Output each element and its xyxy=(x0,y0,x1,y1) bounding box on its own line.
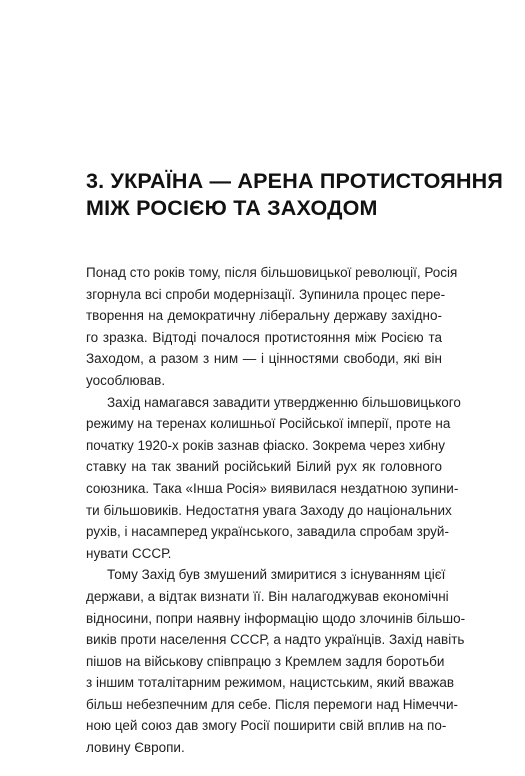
text-line: ти більшовиків. Недостатня увага Заходу до національних xyxy=(86,502,452,518)
text-line: згорнула всі спроби модернізації. Зупинила процес пере- xyxy=(86,286,446,302)
chapter-title-line: МІЖ РОСІЄЮ ТА ЗАХОДОМ xyxy=(86,196,378,220)
chapter-title-line: 3. УКРАЇНА — АРЕНА ПРОТИСТОЯННЯ xyxy=(86,169,504,193)
text-line: Понад сто років тому, після більшовицької революції, Росія xyxy=(86,265,458,280)
chapter-title xyxy=(86,168,504,222)
text-line: відносини, попри наявну інформацію щодо злочинів більшо- xyxy=(86,610,466,626)
paragraph xyxy=(86,262,458,392)
text-line: ставку на так званий російський Білий рух як головного xyxy=(86,459,442,475)
text-line: виків проти населення СССР, а надто українців. Захід навіть xyxy=(86,632,465,648)
text-line: більш небезпечним для себе. Після перемоги над Німеччи- xyxy=(86,696,458,712)
text-line: го зразка. Відтоді почалося протистояння між Росією та xyxy=(86,329,442,345)
text-line: з іншим тоталітарним режимом, нацистським, який вважав xyxy=(86,675,455,691)
text-line: нувати СССР. xyxy=(86,545,172,561)
text-line: Захід намагався завадити утвердженню більшовицького xyxy=(107,394,461,410)
text-line: Заходом, а разом з ним — і цінностями свободи, які він xyxy=(86,351,442,367)
body-text xyxy=(86,262,466,759)
text-line: ною цей союз дав змогу Росії поширити свій вплив на по- xyxy=(86,718,447,734)
text-line: союзника. Така «Інша Росія» виявилася нездатною зупини- xyxy=(86,480,459,496)
text-line: початку 1920-х років зазнав фіаско. Зокрема через хибну xyxy=(86,437,445,453)
text-line: рухів, і насамперед українського, завадила спробам зруй- xyxy=(86,524,449,540)
paragraph xyxy=(86,564,466,758)
paragraph xyxy=(86,392,461,565)
text-line: Тому Захід був змушений змиритися з існуванням цієї xyxy=(107,567,446,583)
text-line: пішов на військову співпрацю з Кремлем задля боротьби xyxy=(86,653,445,669)
text-line: держави, а відтак визнати її. Він налагоджував економічні xyxy=(86,588,449,604)
text-line: творення на демократичну ліберальну державу західно- xyxy=(86,308,442,324)
text-line: ловину Європи. xyxy=(86,740,185,756)
text-line: режиму на теренах колишньої Російської імперії, проте на xyxy=(86,416,451,432)
text-line: уособлював. xyxy=(86,372,166,388)
